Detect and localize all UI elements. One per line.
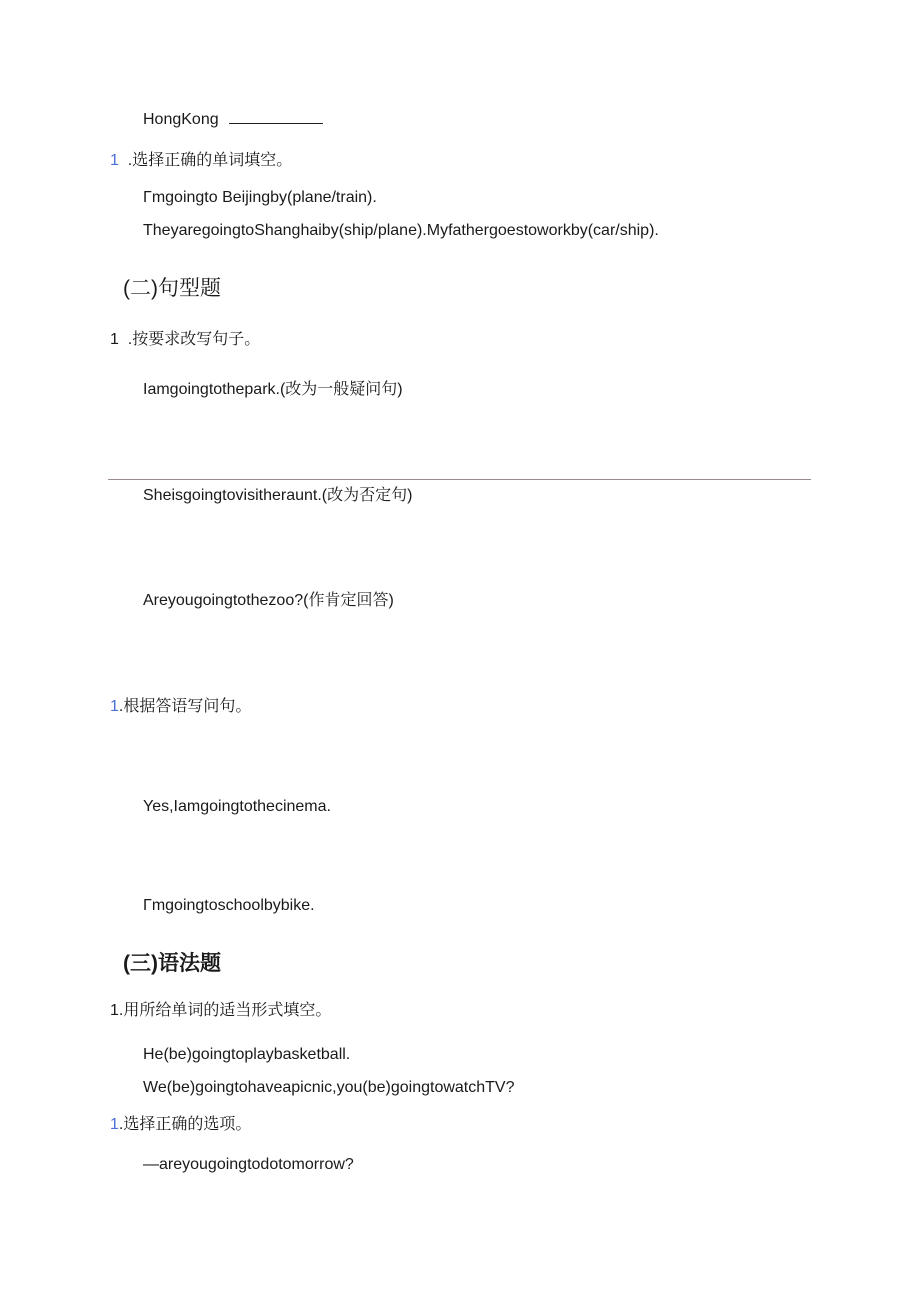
item-title: .按要求改写句子。 [127, 331, 261, 348]
section-rewrite-heading [110, 330, 260, 350]
question-line: We(be)goingtohaveapicnic,you(be)goingtowatchTV? [143, 1079, 515, 1096]
section-fill-form-heading [110, 1001, 331, 1021]
question-line: TheyaregoingtoShanghaiby(ship/plane).Myfathergoestoworkby(car/ship). [143, 222, 659, 239]
answer-blank [229, 108, 323, 124]
item-number: 1 [110, 1002, 119, 1019]
section-heading-grammar [123, 951, 221, 977]
question-line: Γmgoingto Beijingby(plane/train). [143, 189, 377, 206]
item-title: .用所给单词的适当形式填空。 [118, 1002, 332, 1019]
question-line: Areyougoingtothezoo?(作肯定回答) [143, 592, 394, 609]
item-title: .根据答语写问句。 [118, 698, 252, 715]
item-number: 1 [110, 1116, 119, 1133]
answer-rule [108, 479, 811, 480]
question-line: He(be)goingtoplaybasketball. [143, 1046, 351, 1063]
question-line: Sheisgoingtovisitheraunt.(改为否定句) [143, 487, 413, 504]
question-line: —areyougoingtodotomorrow? [143, 1156, 354, 1173]
answer-line: Yes,Iamgoingtothecinema. [143, 798, 331, 815]
question-line: Iamgoingtothepark.(改为一般疑问句) [143, 381, 403, 398]
section-word-choice-heading [110, 151, 292, 171]
item-number: 1 [110, 331, 119, 348]
item-title: .选择正确的单词填空。 [127, 152, 293, 169]
hongkong-text: HongKong [143, 111, 219, 128]
section-multiple-choice-heading [110, 1115, 251, 1135]
item-number: 1 [110, 152, 119, 169]
item-title: .选择正确的选项。 [118, 1116, 252, 1133]
item-number: 1 [110, 698, 119, 715]
answer-line: Γmgoingtoschoolbybike. [143, 897, 315, 914]
section-write-questions-heading [110, 697, 251, 717]
hongkong-line [143, 108, 323, 130]
section-heading-text: (三)语法题 [123, 952, 221, 975]
section-heading-sentence-patterns: (二)句型题 [123, 277, 221, 300]
